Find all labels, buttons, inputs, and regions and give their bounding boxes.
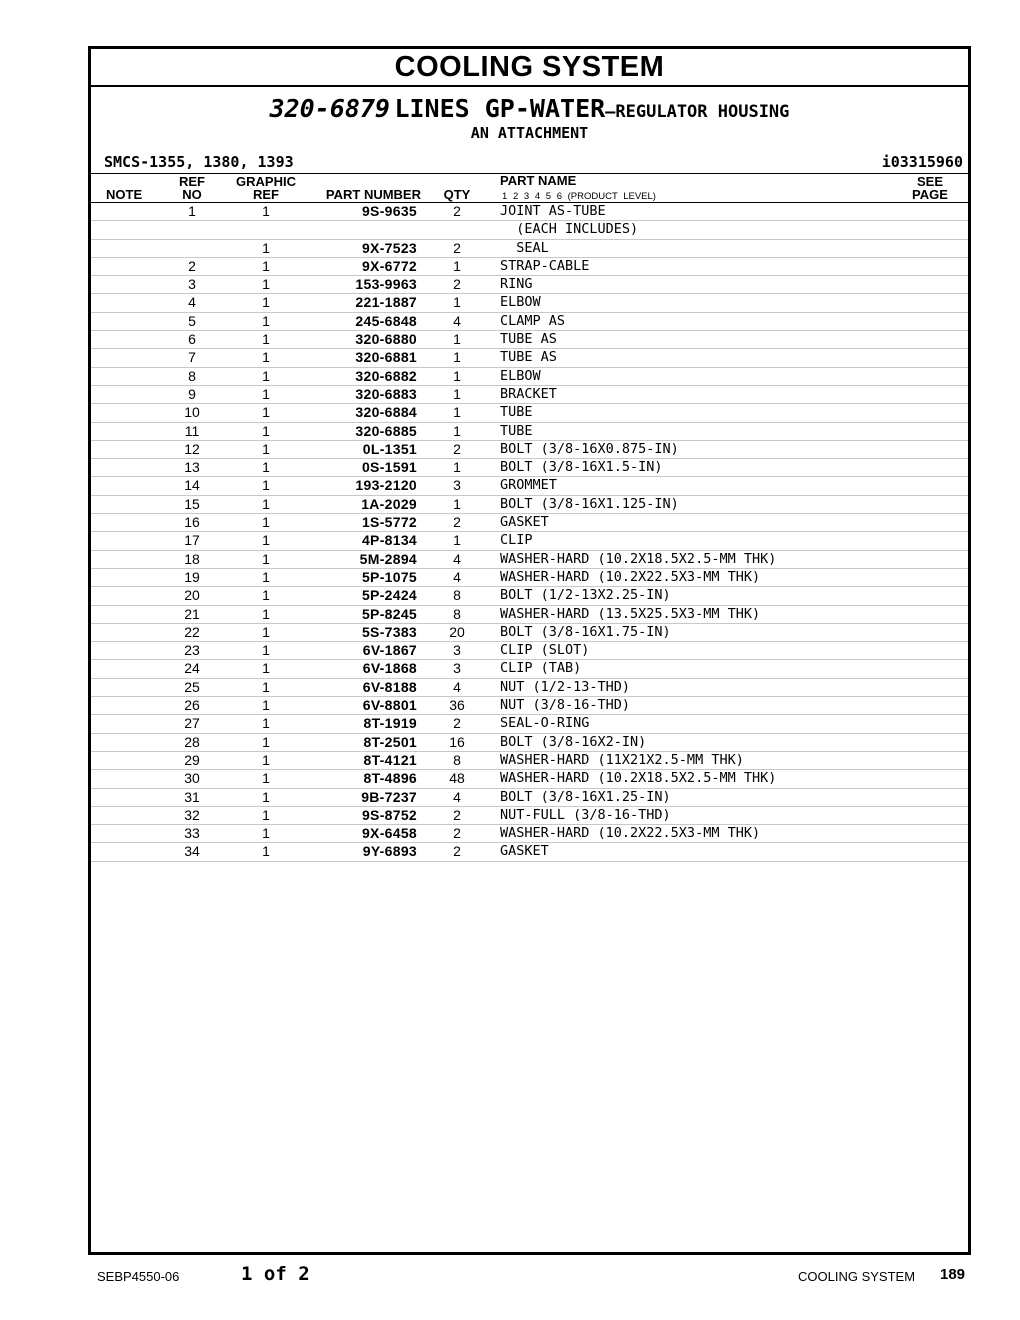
table-row [91, 606, 968, 624]
graphic-ref: 1 [262, 385, 270, 402]
table-row [91, 789, 968, 807]
table-row [91, 514, 968, 532]
table-row [91, 679, 968, 697]
col-note: NOTE [106, 187, 143, 202]
ref-no: 6 [188, 331, 196, 348]
part-number: 6V-1867 [362, 642, 417, 659]
part-name: BOLT (3/8-16X1.125-IN) [500, 495, 679, 512]
graphic-ref: 1 [262, 422, 270, 439]
part-name: GROMMET [500, 477, 557, 494]
part-name: BOLT (3/8-16X1.75-IN) [500, 623, 671, 640]
attachment-label: AN ATTACHMENT [470, 124, 589, 142]
quantity: 2 [453, 239, 461, 256]
graphic-ref: 1 [262, 532, 270, 549]
part-number: 9X-6772 [361, 257, 417, 274]
part-name: BOLT (3/8-16X1.5-IN) [500, 459, 663, 476]
part-name: (EACH INCLUDES) [500, 221, 639, 238]
product-level-3: 3 [523, 191, 530, 202]
quantity: 2 [453, 440, 461, 457]
part-name: ELBOW [500, 294, 541, 311]
part-number: 320-6881 [355, 349, 417, 366]
product-level-label: (PRODUCT LEVEL) [567, 191, 656, 202]
graphic-ref: 1 [262, 495, 270, 512]
footer-page-of: 1 of 2 [241, 1263, 310, 1285]
ref-no: 10 [184, 404, 200, 421]
graphic-ref: 1 [262, 257, 270, 274]
table-row [91, 532, 968, 550]
product-levels [502, 190, 656, 203]
quantity: 1 [453, 532, 461, 549]
graphic-ref: 1 [262, 203, 270, 219]
ref-no: 32 [184, 806, 200, 823]
quantity: 1 [453, 331, 461, 348]
quantity: 2 [453, 715, 461, 732]
part-number: 320-6885 [355, 422, 417, 439]
graphic-ref: 1 [262, 477, 270, 494]
part-number: 9X-7523 [361, 239, 417, 256]
graphic-ref: 1 [262, 605, 270, 622]
graphic-ref: 1 [262, 642, 270, 659]
quantity: 4 [453, 550, 461, 567]
part-name: WASHER-HARD (11X21X2.5-MM THK) [500, 751, 744, 768]
ref-no: 15 [184, 495, 200, 512]
table-row [91, 642, 968, 660]
table-row [91, 221, 968, 239]
quantity: 1 [453, 257, 461, 274]
table-row [91, 203, 968, 221]
quantity: 2 [453, 843, 461, 860]
parts-table-body [91, 203, 968, 862]
table-row [91, 697, 968, 715]
table-row [91, 240, 968, 258]
part-number: 320-6884 [355, 404, 417, 421]
ref-no: 18 [184, 550, 200, 567]
part-number: 8T-2501 [363, 733, 417, 750]
col-qty: QTY [443, 187, 471, 202]
part-number: 5S-7383 [361, 623, 417, 640]
part-name: CLIP (SLOT) [500, 642, 590, 659]
part-number: 1S-5772 [361, 514, 417, 531]
ref-no: 12 [184, 440, 200, 457]
part-number: 9S-8752 [361, 806, 417, 823]
part-number: 221-1887 [355, 294, 417, 311]
part-number: 6V-8188 [362, 678, 417, 695]
quantity: 1 [453, 404, 461, 421]
ref-no: 1 [188, 203, 196, 219]
table-row [91, 258, 968, 276]
graphic-ref: 1 [262, 404, 270, 421]
smcs-codes: SMCS-1355, 1380, 1393 [104, 153, 294, 171]
part-name: WASHER-HARD (10.2X18.5X2.5-MM THK) [500, 770, 777, 787]
graphic-ref: 1 [262, 678, 270, 695]
ref-no: 22 [184, 623, 200, 640]
ref-no: 20 [184, 587, 200, 604]
part-number: 245-6848 [355, 312, 417, 329]
col-graphic-line1: GRAPHIC [236, 174, 296, 189]
graphic-ref: 1 [262, 825, 270, 842]
ref-no: 24 [184, 660, 200, 677]
product-level-5: 5 [545, 191, 552, 202]
page-footer [0, 1262, 1020, 1292]
quantity: 4 [453, 788, 461, 805]
graphic-ref: 1 [262, 550, 270, 567]
product-level-2: 2 [512, 191, 519, 202]
quantity: 4 [453, 678, 461, 695]
footer-doc-id: SEBP4550-06 [97, 1269, 180, 1284]
part-number: 8T-4896 [363, 770, 417, 787]
quantity: 4 [453, 568, 461, 585]
part-name: STRAP-CABLE [500, 257, 590, 274]
part-number: 9Y-6893 [362, 843, 417, 860]
part-number: 5P-2424 [361, 587, 417, 604]
part-number: 8T-4121 [363, 751, 417, 768]
part-name: GASKET [500, 514, 549, 531]
ref-no: 13 [184, 459, 200, 476]
part-number: 0L-1351 [362, 440, 417, 457]
section-title: COOLING SYSTEM [91, 49, 968, 87]
table-row [91, 770, 968, 788]
ref-no: 8 [188, 367, 196, 384]
table-row [91, 715, 968, 733]
quantity: 1 [453, 385, 461, 402]
col-ref-line1: REF [179, 174, 205, 189]
quantity: 2 [453, 825, 461, 842]
part-number: 0S-1591 [361, 459, 417, 476]
part-name: BOLT (3/8-16X0.875-IN) [500, 440, 679, 457]
ref-no: 4 [188, 294, 196, 311]
group-name: LINES GP-WATER [394, 94, 606, 123]
part-number: 5P-8245 [361, 605, 417, 622]
graphic-ref: 1 [262, 294, 270, 311]
part-name: CLAMP AS [500, 312, 566, 329]
quantity: 1 [453, 294, 461, 311]
quantity: 3 [453, 660, 461, 677]
quantity: 2 [453, 276, 461, 293]
part-name: ELBOW [500, 367, 541, 384]
ref-no: 26 [184, 697, 200, 714]
ref-no: 31 [184, 788, 200, 805]
graphic-ref: 1 [262, 587, 270, 604]
quantity: 36 [449, 697, 465, 714]
graphic-ref: 1 [262, 843, 270, 860]
table-row [91, 551, 968, 569]
smcs-line [91, 151, 968, 174]
graphic-ref: 1 [262, 660, 270, 677]
ref-no: 29 [184, 751, 200, 768]
part-number: 1A-2029 [361, 495, 417, 512]
quantity: 2 [453, 806, 461, 823]
part-name: BRACKET [500, 385, 557, 402]
ref-no: 25 [184, 678, 200, 695]
part-name: CLIP [500, 532, 533, 549]
quantity: 1 [453, 367, 461, 384]
graphic-ref: 1 [262, 331, 270, 348]
part-name: GASKET [500, 843, 549, 860]
part-number: 193-2120 [355, 477, 417, 494]
ref-no: 2 [188, 257, 196, 274]
part-number: 153-9963 [355, 276, 417, 293]
part-name: BOLT (3/8-16X2-IN) [500, 733, 647, 750]
part-name: NUT (3/8-16-THD) [500, 697, 631, 714]
table-row [91, 587, 968, 605]
ref-no: 30 [184, 770, 200, 787]
ref-no: 19 [184, 568, 200, 585]
graphic-ref: 1 [262, 733, 270, 750]
graphic-ref: 1 [262, 514, 270, 531]
graphic-ref: 1 [262, 440, 270, 457]
ref-no: 33 [184, 825, 200, 842]
graphic-ref: 1 [262, 697, 270, 714]
ref-no: 17 [184, 532, 200, 549]
part-name: SEAL [500, 239, 549, 256]
col-see-line1: SEE [916, 174, 943, 189]
quantity: 4 [453, 312, 461, 329]
graphic-ref: 1 [262, 751, 270, 768]
table-row [91, 459, 968, 477]
quantity: 1 [453, 459, 461, 476]
graphic-ref: 1 [262, 715, 270, 732]
part-number: 9X-6458 [361, 825, 417, 842]
graphic-ref: 1 [262, 367, 270, 384]
table-row [91, 294, 968, 312]
graphic-ref: 1 [262, 349, 270, 366]
ref-no: 5 [188, 312, 196, 329]
quantity: 8 [453, 587, 461, 604]
table-row [91, 843, 968, 861]
group-suffix: —REGULATOR HOUSING [605, 102, 790, 122]
quantity: 20 [449, 623, 465, 640]
ref-no: 27 [184, 715, 200, 732]
table-row [91, 752, 968, 770]
part-name: JOINT AS-TUBE [500, 203, 606, 219]
part-number: 9S-9635 [361, 203, 417, 219]
parts-page-frame [88, 46, 971, 1255]
col-see-line2: PAGE [912, 187, 948, 202]
part-name: CLIP (TAB) [500, 660, 582, 677]
ref-no: 7 [188, 349, 196, 366]
quantity: 1 [453, 349, 461, 366]
graphic-ref: 1 [262, 770, 270, 787]
graphic-ref: 1 [262, 239, 270, 256]
table-row [91, 807, 968, 825]
col-part-number: PART NUMBER [325, 187, 421, 202]
quantity: 3 [453, 642, 461, 659]
part-number: 6V-1868 [362, 660, 417, 677]
part-number: 320-6883 [355, 385, 417, 402]
table-row [91, 386, 968, 404]
part-name: RING [500, 276, 533, 293]
part-number: 6V-8801 [362, 697, 417, 714]
ref-no: 3 [188, 276, 196, 293]
graphic-ref: 1 [262, 459, 270, 476]
part-name: WASHER-HARD (13.5X25.5X3-MM THK) [500, 605, 761, 622]
quantity: 8 [453, 751, 461, 768]
quantity: 16 [449, 733, 465, 750]
table-row [91, 313, 968, 331]
table-row [91, 331, 968, 349]
table-row [91, 660, 968, 678]
table-row [91, 496, 968, 514]
quantity: 2 [453, 514, 461, 531]
graphic-ref: 1 [262, 312, 270, 329]
part-number: 9B-7237 [361, 788, 417, 805]
group-title [91, 96, 968, 122]
ref-no: 28 [184, 733, 200, 750]
part-name: WASHER-HARD (10.2X22.5X3-MM THK) [500, 825, 761, 842]
table-row [91, 624, 968, 642]
part-number: 5M-2894 [359, 550, 417, 567]
ref-no: 21 [184, 605, 200, 622]
part-number: 8T-1919 [363, 715, 417, 732]
table-row [91, 423, 968, 441]
part-number: 5P-1075 [361, 568, 417, 585]
part-name: BOLT (1/2-13X2.25-IN) [500, 587, 671, 604]
table-row [91, 825, 968, 843]
part-name: WASHER-HARD (10.2X22.5X3-MM THK) [500, 568, 761, 585]
part-name: TUBE [500, 422, 533, 439]
part-name: BOLT (3/8-16X1.25-IN) [500, 788, 671, 805]
quantity: 1 [453, 422, 461, 439]
product-level-1: 1 [502, 191, 508, 202]
quantity: 3 [453, 477, 461, 494]
table-row [91, 734, 968, 752]
ref-no: 16 [184, 514, 200, 531]
part-number: 4P-8134 [361, 532, 417, 549]
product-level-6: 6 [556, 191, 562, 202]
ref-no: 9 [188, 385, 196, 402]
table-row [91, 569, 968, 587]
part-number: 320-6882 [355, 367, 417, 384]
table-row [91, 441, 968, 459]
ref-no: 11 [184, 422, 200, 439]
col-part-name: PART NAME [500, 173, 577, 188]
graphic-ref: 1 [262, 623, 270, 640]
part-number: 320-6880 [355, 331, 417, 348]
table-header [91, 174, 968, 203]
table-row [91, 368, 968, 386]
table-row [91, 404, 968, 422]
part-name: TUBE [500, 404, 533, 421]
table-row [91, 276, 968, 294]
ref-no: 14 [184, 477, 200, 494]
quantity: 2 [453, 203, 461, 219]
ref-no: 23 [184, 642, 200, 659]
quantity: 1 [453, 495, 461, 512]
footer-page-number: 189 [940, 1266, 966, 1283]
table-row [91, 349, 968, 367]
part-name: TUBE AS [500, 331, 557, 348]
graphic-ref: 1 [262, 276, 270, 293]
graphic-ref: 1 [262, 788, 270, 805]
part-name: SEAL-O-RING [500, 715, 590, 732]
part-name: TUBE AS [500, 349, 557, 366]
col-graphic-line2: REF [253, 187, 279, 202]
quantity: 8 [453, 605, 461, 622]
group-number: 320-6879 [269, 94, 390, 123]
product-level-4: 4 [534, 191, 541, 202]
footer-section: COOLING SYSTEM [798, 1269, 916, 1284]
col-ref-line2: NO [182, 187, 202, 202]
table-row [91, 477, 968, 495]
quantity: 48 [449, 770, 465, 787]
part-name: NUT-FULL (3/8-16-THD) [500, 806, 671, 823]
ref-no: 34 [184, 843, 200, 860]
part-name: WASHER-HARD (10.2X18.5X2.5-MM THK) [500, 550, 777, 567]
graphic-ref: 1 [262, 568, 270, 585]
part-name: NUT (1/2-13-THD) [500, 678, 631, 695]
graphic-ref: 1 [262, 806, 270, 823]
illustration-id: i03315960 [881, 153, 963, 171]
